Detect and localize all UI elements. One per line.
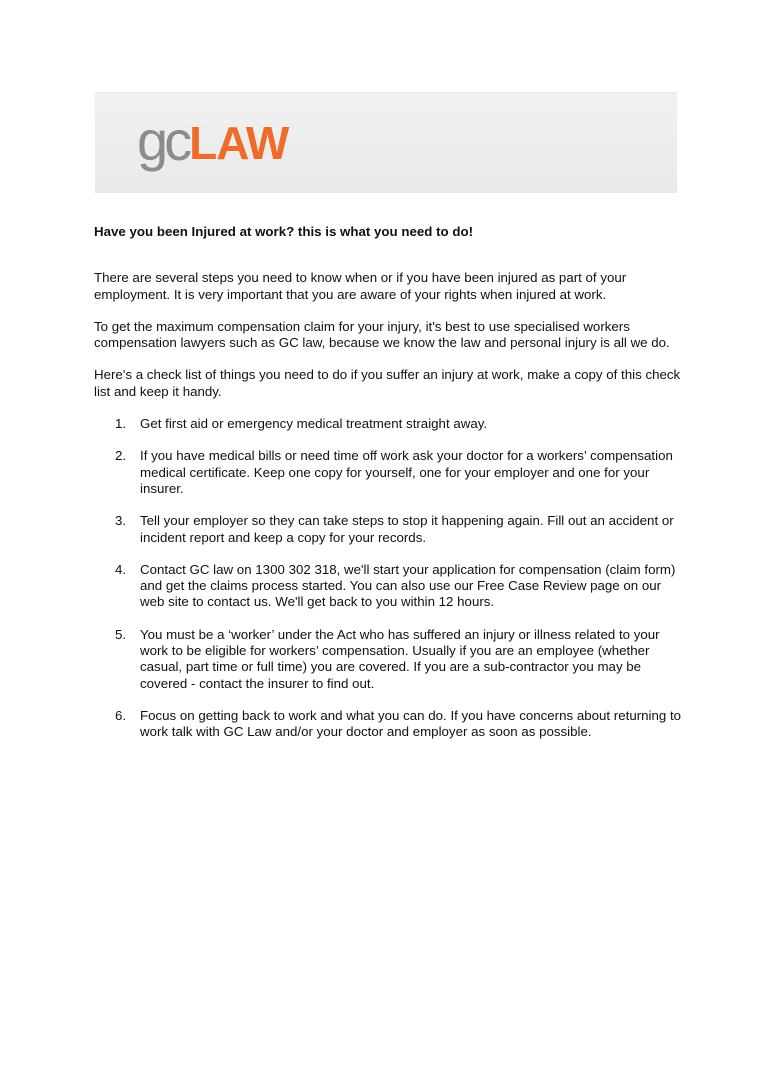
list-number: 4.	[115, 561, 127, 577]
list-number: 2.	[115, 448, 127, 464]
checklist-intro-paragraph: Here's a check list of things you need to do if you suffer an injury at work, make a copy of this check list and keep it handy.	[94, 367, 681, 399]
logo-law-text: LAW	[189, 117, 289, 169]
document-body	[94, 224, 684, 757]
list-item	[94, 416, 684, 432]
header-banner	[95, 92, 677, 193]
compensation-paragraph: To get the maximum compensation claim for your injury, it's best to use specialised workers compensation lawyers such as GC law, because we know the law and personal injury is all we do.	[94, 318, 670, 351]
checklist	[94, 416, 684, 740]
gclaw-logo	[137, 109, 289, 172]
logo-gc-text: gc	[137, 109, 189, 172]
list-number: 1.	[115, 416, 127, 432]
intro-paragraph: There are several steps you need to know when or if you have been injured as part of your employment. It is very important that you are aware of your rights when injured at work.	[94, 270, 627, 302]
list-number: 5.	[115, 626, 127, 642]
page-title: Have you been Injured at work? this is what you need to do!	[94, 224, 474, 239]
list-item-text: Focus on getting back to work and what you can do. If you have concerns about returning to work talk with GC Law and/or your doctor and employer as soon as possible.	[140, 707, 682, 740]
list-item-text: Get first aid or emergency medical treatment straight away.	[140, 416, 488, 432]
list-item	[94, 513, 684, 546]
list-item-text: You must be a ‘worker’ under the Act who has suffered an injury or illness related to your work to be eligible for workers’ compensation. Usually if you are an employee (whether casual, part time or full time) you are covered. If you are a sub-contractor you may be covered - contact the insurer to find out.	[140, 626, 660, 691]
list-item	[94, 448, 684, 497]
list-item-text: Tell your employer so they can take steps to stop it happening again. Fill out an accident or incident report and keep a copy for your records.	[140, 513, 674, 545]
list-item-text: If you have medical bills or need time off work ask your doctor for a workers’ compensation medical certificate. Keep one copy for yourself, one for your employer and one for your insurer.	[140, 448, 673, 496]
list-item	[94, 562, 684, 611]
list-item-text: Contact GC law on 1300 302 318, we'll start your application for compensation (claim form) and get the claims process started. You can also use our Free Case Review page on our web site to contact us. We'll get back to you within 12 hours.	[140, 561, 676, 610]
list-number: 3.	[115, 513, 127, 529]
list-item	[94, 708, 684, 741]
list-number: 6.	[115, 707, 127, 723]
list-item	[94, 627, 684, 692]
